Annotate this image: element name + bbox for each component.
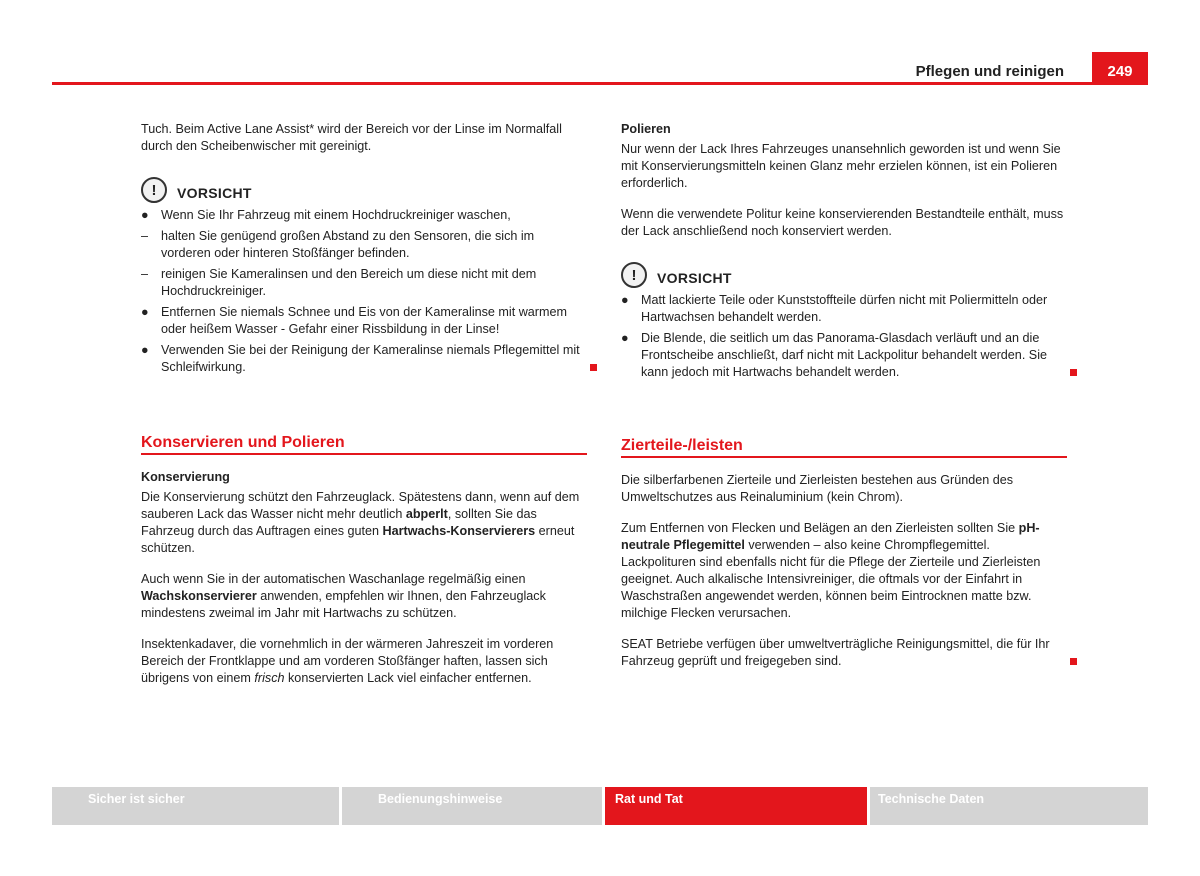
caution-bullet (621, 330, 1067, 381)
end-marker-icon (1070, 658, 1077, 665)
caution-label: VORSICHT (657, 269, 732, 286)
exclamation-icon: ! (621, 262, 647, 288)
caution-bullet (141, 342, 587, 376)
subheading-polieren: Polieren (621, 122, 671, 136)
caution-bullet (141, 304, 587, 338)
caution-dash (141, 228, 587, 262)
caution-header (141, 177, 587, 203)
bullet-icon: ● (141, 305, 149, 319)
page-number: 249 (1092, 52, 1148, 85)
caution-label: VORSICHT (177, 184, 252, 201)
subheading-konservierung: Konservierung (141, 470, 230, 484)
paragraph: Auch wenn Sie in der automatischen Waschanlage regelmäßig einen Wachskonservierer anwenden, empfehlen wir Ihnen, den Fahrzeuglack mindestens zweimal im Jahr mit Hartwachs zu schützen. (141, 572, 546, 620)
paragraph: Die silberfarbenen Zierteile und Zierleisten bestehen aus Gründen des Umweltschutzes aus Reinaluminium (kein Chrom). (621, 473, 1014, 504)
paragraph: Nur wenn der Lack Ihres Fahrzeuges unansehnlich geworden ist und wenn Sie mit Konservierungsmitteln keinen Glanz mehr erzielen können, ist ein Polieren erforderlich. (621, 142, 1061, 190)
bullet-icon: ● (141, 343, 149, 357)
footer-nav (52, 787, 1148, 825)
bullet-text: Die Blende, die seitlich um das Panorama-Glasdach verläuft und an die Frontscheibe anschließt, darf nicht mit Lackpolitur behandelt werden. Sie kann jedoch mit Hartwachs behandelt werden. (641, 331, 1048, 379)
bullet-text: Entfernen Sie niemals Schnee und Eis von der Kameralinse mit warmem oder heißem Wasser - Gefahr einer Rissbildung in der Linse! (161, 305, 567, 336)
bullet-icon: ● (141, 208, 149, 222)
bullet-text: Wenn Sie Ihr Fahrzeug mit einem Hochdruckreiniger waschen, (161, 208, 511, 222)
caution-header (621, 262, 1067, 288)
dash-text: reinigen Sie Kameralinsen und den Bereich um diese nicht mit dem Hochdruckreiniger. (161, 267, 537, 298)
right-column (621, 121, 1067, 684)
paragraph: Wenn die verwendete Politur keine konservierenden Bestandteile enthält, muss der Lack anschließend noch konserviert werden. (621, 207, 1064, 238)
end-marker-icon (1070, 369, 1077, 376)
paragraph: Insektenkadaver, die vornehmlich in der wärmeren Jahreszeit im vorderen Bereich der Frontklappe und am vorderen Stoßfänger haften, lassen sich übrigens von einem frisch konservierten Lack viel einfacher entfernen. (141, 637, 554, 685)
bullet-text: Verwenden Sie bei der Reinigung der Kameralinse niemals Pflegemittel mit Schleifwirkung. (161, 343, 580, 374)
bullet-icon: ● (621, 293, 629, 307)
caution-bullet (141, 207, 587, 224)
caution-bullet (621, 292, 1067, 326)
paragraph: Zum Entfernen von Flecken und Belägen an den Zierleisten sollten Sie pH-neutrale Pflegemittel verwenden – also keine Chrompflegemittel. Lackpolituren sind ebenfalls nicht für die Pflege der Zierteile und Zierleisten geeignet. Auch alkalische Intensivreiniger, die oftmals vor der Einfahrt in Waschstraßen angewendet werden, können beim Eintrocknen matte bzw. milchige Flecken verursachen. (621, 521, 1041, 620)
end-marker-icon (590, 364, 597, 371)
caution-dash (141, 266, 587, 300)
left-column (141, 121, 587, 701)
section-title: Pflegen und reinigen (915, 63, 1064, 80)
dash-text: halten Sie genügend großen Abstand zu den Sensoren, die sich im vorderen oder hinteren Stoßfänger befinden. (161, 229, 535, 260)
header-rule (52, 82, 1148, 85)
bullet-icon: ● (621, 331, 629, 345)
bullet-text: Matt lackierte Teile oder Kunststoffteile dürfen nicht mit Poliermitteln oder Hartwachsen behandelt werden. (641, 293, 1048, 324)
dash-icon: – (141, 229, 149, 243)
heading-konservieren: Konservieren und Polieren (141, 434, 587, 455)
heading-zierteile: Zierteile-/leisten (621, 437, 1067, 458)
dash-icon: – (141, 267, 149, 281)
tab-rat-und-tat[interactable]: Rat und Tat (605, 787, 867, 825)
intro-paragraph: Tuch. Beim Active Lane Assist* wird der Bereich vor der Linse im Normalfall durch den Scheibenwischer mit gereinigt. (141, 122, 562, 153)
tab-bedienungshinweise[interactable]: Bedienungshinweise (342, 787, 602, 825)
paragraph: SEAT Betriebe verfügen über umweltverträgliche Reinigungsmittel, die für Ihr Fahrzeug geprüft und freigegeben sind. (621, 636, 1067, 670)
paragraph: Die Konservierung schützt den Fahrzeuglack. Spätestens dann, wenn auf dem sauberen Lack das Wasser nicht mehr deutlich abperlt, sollten Sie das Fahrzeug durch das Auftragen eines guten Hartwachs-Konservierers erneut schützen. (141, 490, 580, 555)
tab-technische-daten[interactable]: Technische Daten (870, 787, 1148, 825)
tab-sicher-ist-sicher[interactable]: Sicher ist sicher (52, 787, 339, 825)
exclamation-icon: ! (141, 177, 167, 203)
